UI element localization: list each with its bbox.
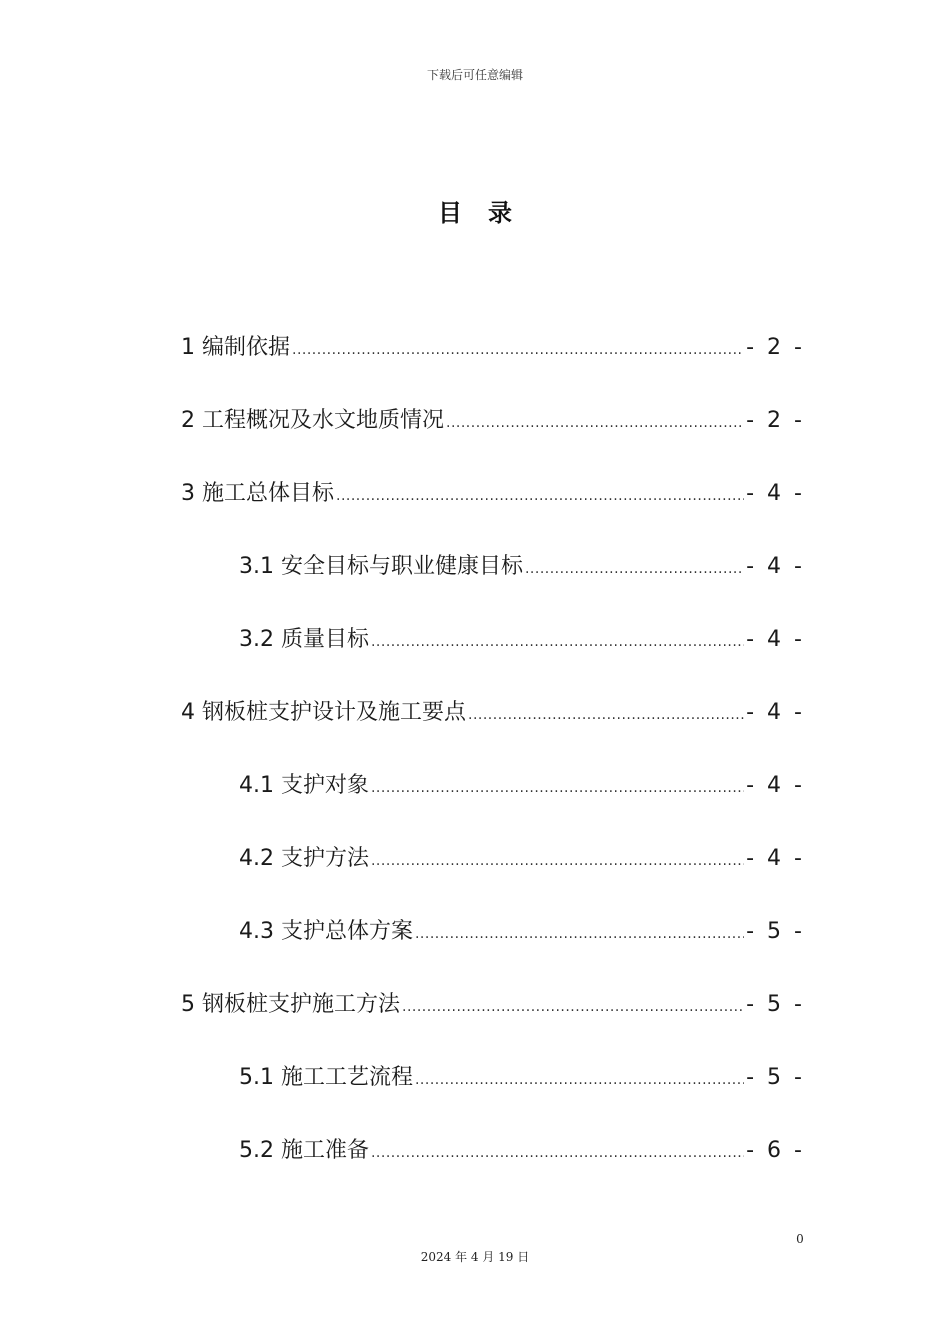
toc-entry-2[interactable]: [181, 403, 805, 476]
footer-date: 2024 年 4 月 19 日: [420, 1250, 530, 1264]
toc-entry-5-2[interactable]: [181, 1133, 805, 1206]
toc-entry-3[interactable]: [181, 476, 805, 549]
dot-leader: [402, 999, 744, 1015]
toc-entry-label: 4 钢板桩支护设计及施工要点: [181, 700, 466, 725]
toc-entry-label: 3.1 安全目标与职业健康目标: [239, 554, 523, 579]
toc-entry-4-1[interactable]: [181, 768, 805, 841]
toc-entry-label: 1 编制依据: [181, 335, 290, 360]
toc-entry-page: - 6 -: [746, 1138, 805, 1163]
toc-entry-label: 5.2 施工准备: [239, 1138, 369, 1163]
dot-leader: [468, 707, 744, 723]
toc-entry-page: - 5 -: [746, 992, 805, 1017]
toc-entry-page: - 4 -: [746, 700, 805, 725]
toc-entry-page: - 2 -: [746, 335, 805, 360]
toc-title: 目录: [438, 199, 538, 227]
dot-leader: [336, 488, 744, 504]
dot-leader: [292, 342, 744, 358]
dot-leader: [371, 634, 744, 650]
toc-entry-5[interactable]: [181, 987, 805, 1060]
toc-entry-page: - 5 -: [746, 919, 805, 944]
toc-entry-page: - 4 -: [746, 481, 805, 506]
toc-entry-label: 5 钢板桩支护施工方法: [181, 992, 400, 1017]
toc-entry-page: - 4 -: [746, 627, 805, 652]
toc-entry-label: 5.1 施工工艺流程: [239, 1065, 413, 1090]
dot-leader: [415, 926, 744, 942]
toc-entry-page: - 4 -: [746, 554, 805, 579]
dot-leader: [371, 1145, 744, 1161]
dot-leader: [446, 415, 744, 431]
dot-leader: [415, 1072, 744, 1088]
toc-entry-page: - 5 -: [746, 1065, 805, 1090]
toc-entry-page: - 4 -: [746, 773, 805, 798]
toc-entry-4[interactable]: [181, 695, 805, 768]
page-header: 下载后可任意编辑: [426, 68, 523, 82]
toc-entry-label: 4.1 支护对象: [239, 773, 369, 798]
toc-entry-4-3[interactable]: [181, 914, 805, 987]
toc-entry-page: - 4 -: [746, 846, 805, 871]
toc-entry-1[interactable]: [181, 330, 805, 403]
toc-entry-label: 4.3 支护总体方案: [239, 919, 413, 944]
toc-entry-3-2[interactable]: [181, 622, 805, 695]
toc-entry-5-1[interactable]: [181, 1060, 805, 1133]
dot-leader: [525, 561, 744, 577]
toc-entry-4-2[interactable]: [181, 841, 805, 914]
toc-entry-page: - 2 -: [746, 408, 805, 433]
page-number: 0: [796, 1232, 804, 1246]
table-of-contents: [181, 330, 805, 1206]
dot-leader: [371, 780, 744, 796]
toc-entry-label: 2 工程概况及水文地质情况: [181, 408, 444, 433]
toc-entry-label: 4.2 支护方法: [239, 846, 369, 871]
toc-entry-label: 3 施工总体目标: [181, 481, 334, 506]
dot-leader: [371, 853, 744, 869]
toc-entry-3-1[interactable]: [181, 549, 805, 622]
toc-entry-label: 3.2 质量目标: [239, 627, 369, 652]
